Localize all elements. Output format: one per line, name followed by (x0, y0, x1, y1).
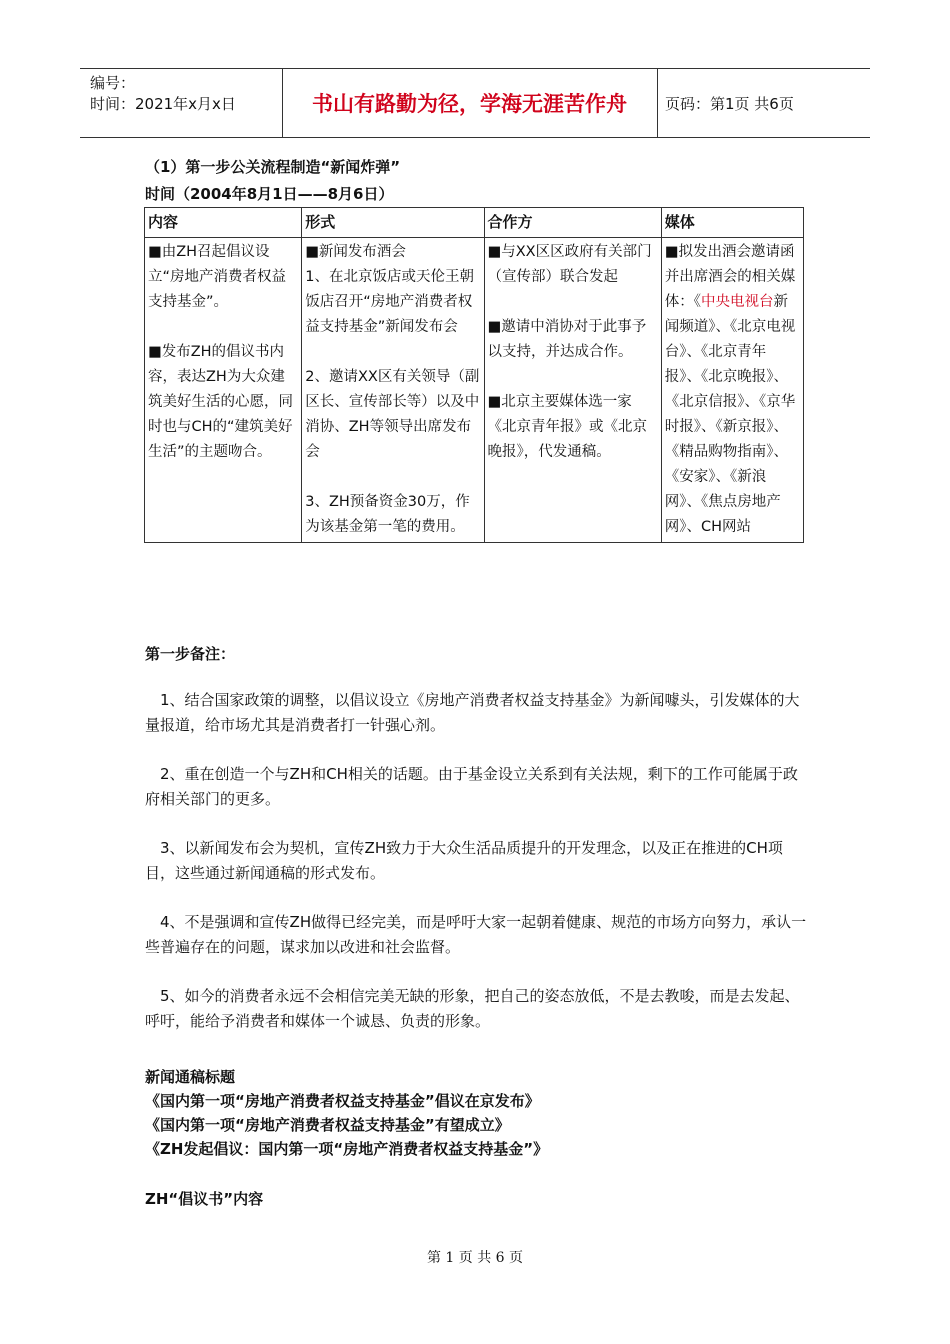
col-header-partner: 合作方 (484, 208, 661, 238)
form-p3: 2、邀请XX区有关领导（副区长、宣传部长等）以及中消协、ZH等领导出席发布会 (305, 369, 480, 460)
media-list (665, 240, 800, 540)
plan-table (144, 207, 804, 543)
partner-p3: ■北京主要媒体选一家《北京青年报》或《北京晚报》，代发通稿。 (487, 394, 647, 460)
note-item: 1、结合国家政策的调整，以倡议设立《房地产消费者权益支持基金》为新闻噱头，引发媒体的大量报道，给市场尤其是消费者打一针强心剂。 (145, 691, 800, 734)
headlines-title: 新闻通稿标题 (145, 1068, 236, 1086)
cell-media (661, 238, 803, 543)
header-meta (90, 73, 236, 115)
headline-item: 《ZH发起倡议：国内第一项“房地产消费者权益支持基金”》 (145, 1140, 549, 1158)
time-label: 时间：2021年x月x日 (90, 95, 236, 113)
header-motto: 书山有路勤为径，学海无涯苦作舟 (312, 92, 627, 116)
form-p1: ■新闻发布酒会 (305, 244, 406, 260)
media-intro: ■拟发出酒会邀请函并出席酒会的相关媒体： (664, 244, 796, 310)
note-item: 4、不是强调和宣传ZH做得已经完美，而是呼吁大家一起朝着健康、规范的市场方向努力，承认一些普遍存在的问题，谋求加以改进和社会监督。 (145, 913, 807, 956)
partner-p1: ■与XX区区政府有关部门（宣传部）联合发起 (487, 244, 652, 285)
note-item: 2、重在创造一个与ZH和CH相关的话题。由于基金设立关系到有关法规，剩下的工作可能属于政府相关部门的更多。 (145, 765, 798, 808)
media-cctv: 中央电视台 (701, 294, 774, 310)
col-header-form: 形式 (302, 208, 484, 238)
page-footer: 第 1 页 共 6 页 (426, 1250, 524, 1266)
cell-content (145, 238, 302, 543)
form-p2: 1、在北京饭店或天伦王朝饭店召开“房地产消费者权益支持基金”新闻发布会 (305, 269, 474, 335)
media-quote-open: 《 (693, 294, 702, 310)
partner-p2: ■邀请中消协对于此事予以支持，并达成合作。 (487, 319, 647, 360)
media-rest: 新闻频道》、《北京电视台》、《北京青年报》、《北京晚报》、《北京信报》、《京华时报》、《新京报》、《精品购物指南》、《安家》、《新浪网》、《焦点房地产网》、CH网站 (664, 294, 796, 535)
col-header-content: 内容 (145, 208, 302, 238)
col-header-media: 媒体 (661, 208, 803, 238)
headline-item: 《国内第一项“房地产消费者权益支持基金”有望成立》 (145, 1116, 510, 1134)
page-header (80, 68, 870, 138)
section-time: 时间（2004年8月1日——8月6日） (145, 185, 394, 203)
headline-item: 《国内第一项“房地产消费者权益支持基金”倡议在京发布》 (145, 1092, 540, 1110)
note-item: 5、如今的消费者永远不会相信完美无缺的形象，把自己的姿态放低，不是去教唆，而是去发起、呼吁，能给予消费者和媒体一个诚恳、负责的形象。 (145, 987, 800, 1030)
content-p2: ■发布ZH的倡议书内容，表达ZH为大众建筑美好生活的心愿，同时也与CH的“建筑美好生活”的主题吻合。 (148, 344, 293, 460)
table-row (145, 238, 804, 543)
number-label: 编号： (90, 74, 136, 92)
table-header-row (145, 208, 804, 238)
headlines-block (145, 1065, 548, 1161)
proposal-title: ZH“倡议书”内容 (145, 1190, 264, 1208)
section-title: （1）第一步公关流程制造“新闻炸弹” (145, 158, 401, 176)
cell-form (302, 238, 484, 543)
content-p1: ■由ZH召起倡议设立“房地产消费者权益支持基金”。 (148, 244, 287, 310)
cell-partner (484, 238, 661, 543)
header-page-info: 页码：第1页 共6页 (665, 94, 794, 113)
form-p4: 3、ZH预备资金30万，作为该基金第一笔的费用。 (305, 494, 470, 535)
header-divider (657, 69, 658, 137)
notes-title: 第一步备注： (145, 645, 236, 663)
notes-list (145, 688, 810, 1058)
note-item: 3、以新闻发布会为契机，宣传ZH致力于大众生活品质提升的开发理念，以及正在推进的CH项目，这些通过新闻通稿的形式发布。 (145, 839, 783, 882)
